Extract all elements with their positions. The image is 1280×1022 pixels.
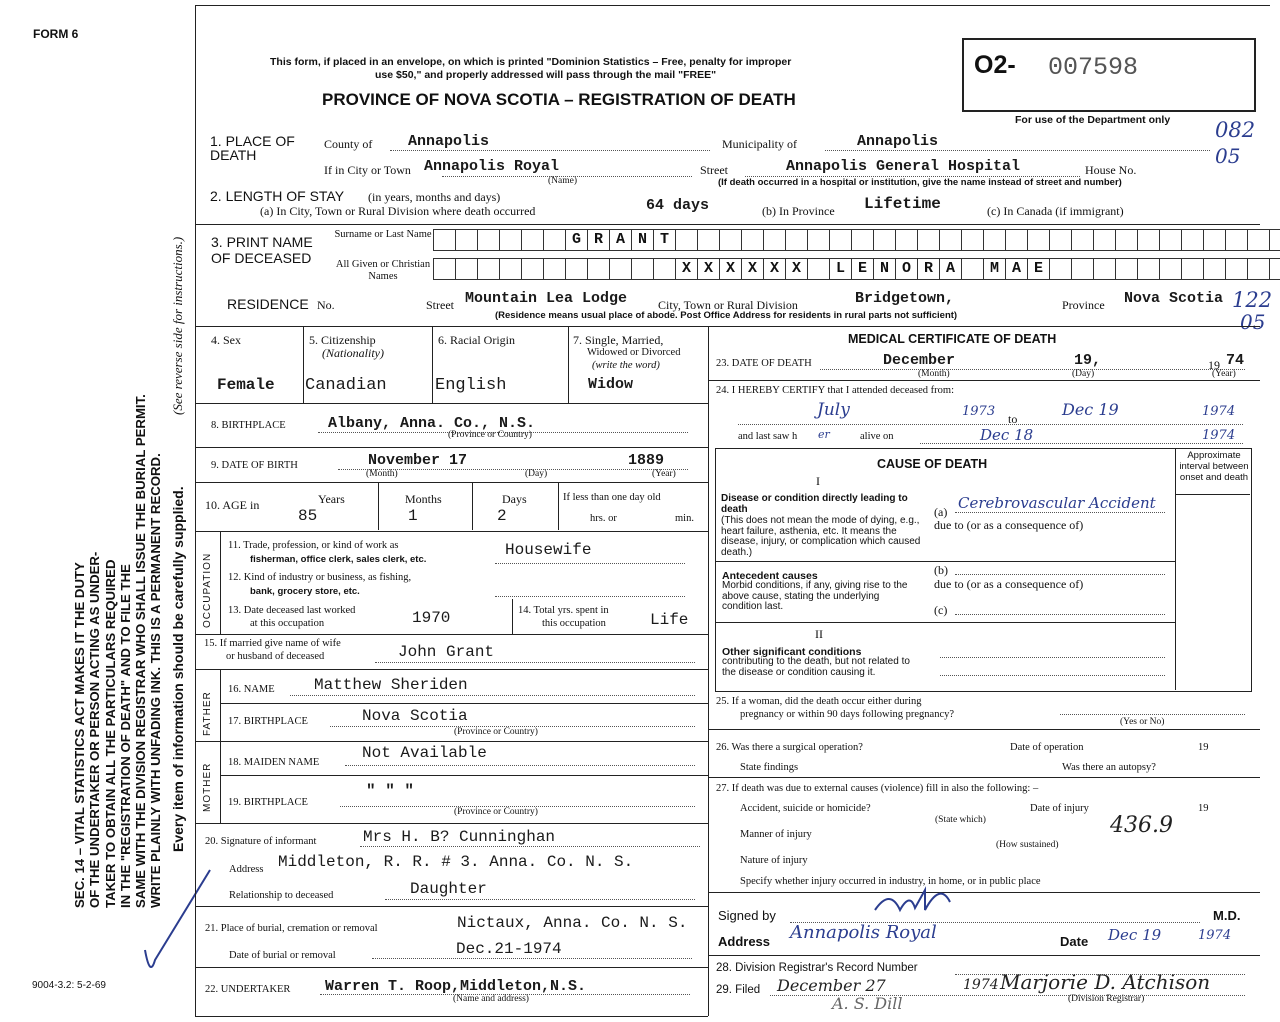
last-saw-year: 1974	[1202, 428, 1236, 443]
letter-cell	[1204, 229, 1226, 251]
dept-code-3: 122	[1232, 288, 1273, 312]
father-side-label: FATHER	[202, 691, 213, 736]
name-caption: (Name)	[548, 176, 578, 186]
stay-city-label: (a) In City, Town or Rural Division where death occurred	[260, 204, 536, 218]
medical-title: MEDICAL CERTIFICATE OF DEATH	[848, 332, 1057, 346]
letter-cell	[433, 258, 456, 280]
letter-cell	[1248, 229, 1270, 251]
attended-from-month: July	[817, 400, 850, 420]
sec14-line: TAKER TO OBTAIN ALL THE PARTICULARS REQUIRED	[102, 559, 118, 908]
letter-cell: X	[676, 258, 698, 280]
length-of-stay-label: 2. LENGTH OF STAY	[210, 188, 345, 204]
letter-cell	[1072, 258, 1094, 280]
letter-cell	[808, 229, 830, 251]
mother-side-label: MOTHER	[202, 762, 213, 812]
date-of-death-label: 23. DATE OF DEATH	[716, 358, 812, 369]
last-saw-label: and last saw h	[738, 431, 798, 442]
mail-notice-1: This form, if placed in an envelope, on which is printed "Dominion Statistics – Free, penalty for improper	[270, 56, 792, 68]
age-less-day-label: If less than one day old	[563, 492, 661, 503]
burial-place-label: 21. Place of burial, cremation or removal	[205, 923, 378, 934]
dept-code-1: 082	[1215, 118, 1256, 142]
registration-number-box	[962, 38, 1256, 112]
letter-cell	[566, 258, 588, 280]
letter-cell: M	[984, 258, 1006, 280]
antecedent-label: Antecedent causes	[722, 570, 818, 582]
dob-month-day: November 17	[368, 452, 468, 469]
hospital-note: (If death occurred in a hospital or institution, give the name instead of street and number)	[718, 177, 1122, 188]
external-causes-label: 27. If death was due to external causes (violence) fill in also the following: –	[716, 783, 1039, 794]
spouse-label-1: 15. If married give name of wife	[204, 638, 341, 649]
maiden-name-label: 18. MAIDEN NAME	[228, 757, 320, 768]
registrar-caption: (Division Registrar)	[1068, 994, 1145, 1004]
injury-year-prefix: 19	[1198, 803, 1209, 814]
approx-interval-label: Approximate interval between onset and death	[1179, 450, 1249, 483]
letter-cell	[940, 229, 962, 251]
letter-cell	[808, 258, 830, 280]
total-years-label-1: 14. Total yrs. spent in	[518, 605, 609, 616]
letter-cell	[1160, 229, 1182, 251]
mother-birthplace-caption: (Province or Country)	[454, 807, 538, 817]
section-1-label: I	[816, 474, 820, 488]
father-name-value: Matthew Sheriden	[314, 676, 468, 694]
letter-cell	[456, 229, 478, 251]
letter-cell	[1006, 229, 1028, 251]
operation-date-label: Date of operation	[1010, 742, 1084, 753]
dob-month-caption: (Month)	[366, 469, 398, 479]
specify-label: Specify whether injury occurred in industry, in home, or in public place	[740, 876, 1041, 887]
section-2-label: II	[815, 627, 823, 641]
sex-value: Female	[217, 376, 275, 394]
dept-only-label: For use of the Department only	[1015, 114, 1171, 126]
stay-canada-label: (c) In Canada (if immigrant)	[987, 204, 1124, 218]
filed-date: December 27	[777, 976, 886, 995]
how-sustained-caption: (How sustained)	[996, 840, 1059, 850]
given-names-label: All Given or Christian Names	[335, 259, 431, 282]
dob-year-caption: (Year)	[652, 469, 676, 479]
citizenship-value: Canadian	[305, 376, 387, 395]
letter-cell	[1116, 258, 1138, 280]
signed-by-label: Signed by	[718, 908, 776, 923]
form-number: FORM 6	[33, 27, 79, 41]
autopsy-label: Was there an autopsy?	[1062, 762, 1156, 773]
letter-cell: E	[1028, 258, 1050, 280]
spouse-value: John Grant	[398, 643, 495, 661]
mother-birthplace-label: 19. BIRTHPLACE	[228, 797, 308, 808]
letter-cell	[522, 258, 544, 280]
undertaker-label: 22. UNDERTAKER	[205, 984, 291, 995]
letter-cell	[1182, 258, 1204, 280]
letter-cell	[588, 258, 610, 280]
house-label: House No.	[1085, 163, 1137, 177]
letter-cell	[632, 258, 654, 280]
given-names-grid	[433, 258, 1280, 280]
residence-city-value: Bridgetown,	[855, 290, 955, 307]
spouse-label-2: or husband of deceased	[226, 651, 325, 662]
manner-label: Manner of injury	[740, 829, 812, 840]
letter-cell	[676, 229, 698, 251]
letter-cell: X	[764, 258, 786, 280]
last-saw-date: Dec 18	[980, 426, 1034, 444]
md-label: M.D.	[1213, 908, 1241, 923]
attended-to-date: Dec 19	[1062, 400, 1119, 419]
letter-cell	[962, 229, 984, 251]
letter-cell: X	[720, 258, 742, 280]
min-label: min.	[675, 513, 694, 524]
dob-label: 9. DATE OF BIRTH	[211, 460, 298, 471]
residence-city-label: City, Town or Rural Division	[658, 298, 798, 312]
informant-address-label: Address	[229, 864, 264, 875]
letter-cell	[786, 229, 808, 251]
stay-province-value: Lifetime	[864, 195, 941, 213]
marital-value: Widow	[588, 376, 634, 393]
dod-year-prefix: 19	[1208, 358, 1220, 372]
letter-cell: R	[588, 229, 610, 251]
father-birthplace-caption: (Province or Country)	[454, 727, 538, 737]
burial-place-value: Nictaux, Anna. Co. N. S.	[457, 914, 688, 932]
letter-cell	[720, 229, 742, 251]
letter-cell	[456, 258, 478, 280]
direct-cause-label: Disease or condition directly leading to death	[721, 493, 908, 515]
letter-cell	[962, 258, 984, 280]
dod-day: 19,	[1074, 352, 1102, 369]
dod-month: December	[883, 352, 956, 369]
sec14-line: IN THE "REGISTRATION OF DEATH" AND TO FILE THE	[117, 564, 133, 908]
letter-cell	[1028, 229, 1050, 251]
record-number-label: 28. Division Registrar's Record Number	[716, 962, 918, 974]
letter-cell	[918, 229, 940, 251]
county-label: County of	[324, 137, 373, 151]
letter-cell	[522, 229, 544, 251]
every-item-notice: Every item of information should be carefully supplied.	[170, 486, 186, 852]
operation-year-prefix: 19	[1198, 742, 1209, 753]
letter-cell: N	[874, 258, 896, 280]
street-label: Street	[700, 163, 728, 177]
trade-label-2: fisherman, office clerk, sales clerk, etc.	[250, 554, 427, 565]
cause-c-label: (c)	[934, 603, 948, 617]
letter-cell	[1226, 258, 1248, 280]
surname-grid	[433, 229, 1280, 251]
age-years-label: Years	[318, 492, 345, 506]
birthplace-caption: (Province or Country)	[448, 430, 532, 440]
racial-value: English	[435, 376, 507, 395]
citizenship-sub: (Nationality)	[322, 346, 384, 360]
reg-prefix: O2-	[974, 51, 1016, 79]
place-of-death-label: 1. PLACE OF DEATH	[210, 133, 295, 163]
letter-cell	[1138, 229, 1160, 251]
letter-cell	[984, 229, 1006, 251]
letter-cell	[852, 229, 874, 251]
attended-from-year: 1973	[962, 404, 996, 419]
print-name-label: 3. PRINT NAME OF DECEASED	[211, 234, 313, 266]
letter-cell	[610, 258, 632, 280]
father-birthplace-value: Nova Scotia	[362, 707, 468, 725]
letter-cell: X	[742, 258, 764, 280]
signed-year: 1974	[1198, 928, 1232, 943]
letter-cell: X	[698, 258, 720, 280]
sex-label: 4. Sex	[211, 333, 241, 347]
industry-label-1: 12. Kind of industry or business, as fishing,	[228, 572, 412, 583]
dept-code-2: 05	[1215, 144, 1241, 168]
letter-cell	[1138, 258, 1160, 280]
stay-province-label: (b) In Province	[762, 204, 835, 218]
letter-cell: E	[852, 258, 874, 280]
birthplace-value: Albany, Anna. Co., N.S.	[328, 415, 536, 432]
residence-no-label: No.	[317, 298, 335, 312]
industry-label-2: bank, grocery store, etc.	[250, 586, 360, 597]
letter-cell: O	[896, 258, 918, 280]
municipality-label: Municipality of	[722, 137, 797, 151]
letter-cell	[1182, 229, 1204, 251]
certify-label: 24. I HEREBY CERTIFY that I attended deceased from:	[716, 385, 954, 396]
letter-cell	[830, 229, 852, 251]
manner-code: 436.9	[1110, 813, 1173, 838]
letter-cell	[1094, 229, 1116, 251]
direct-cause-desc: (This does not mean the mode of dying, e.g., heart failure, asthenia, etc. It means the disease, injury, or complication which caused death.)	[721, 515, 921, 558]
sec14-line: SAME WITH THE DIVISION REGISTRAR WHO SHALL ISSUE THE BURIAL PERMIT.	[133, 394, 149, 908]
letter-cell: R	[918, 258, 940, 280]
nature-label: Nature of injury	[740, 855, 808, 866]
citizenship-label: 5. Citizenship	[309, 333, 376, 347]
reg-number: 007598	[1048, 53, 1139, 82]
city-value: Annapolis Royal	[424, 158, 560, 175]
birthplace-label: 8. BIRTHPLACE	[211, 420, 286, 431]
last-saw-pronoun: er	[818, 428, 830, 441]
letter-cell	[1270, 229, 1280, 251]
municipality-value: Annapolis	[857, 133, 939, 150]
father-name-label: 16. NAME	[228, 684, 275, 695]
see-reverse-notice: (See reverse side for instructions.)	[170, 236, 185, 415]
letter-cell	[1050, 229, 1072, 251]
letter-cell	[1204, 258, 1226, 280]
yes-no-caption: (Yes or No)	[1120, 717, 1165, 727]
informant-name: Mrs H. B? Cunninghan	[363, 828, 556, 846]
dod-month-caption: (Month)	[918, 369, 950, 379]
age-years-value: 85	[298, 507, 318, 525]
physician-address-label: Address	[718, 934, 771, 949]
accident-label: Accident, suicide or homicide?	[740, 803, 871, 814]
surname-label: Surname or Last Name	[334, 229, 432, 240]
trade-label-1: 11. Trade, profession, or kind of work as	[228, 540, 399, 551]
letter-cell	[500, 229, 522, 251]
occupation-side-label: OCCUPATION	[202, 552, 213, 628]
due-to-label-1: due to (or as a consequence of)	[934, 518, 1084, 532]
pregnancy-label-1: 25. If a woman, did the death occur either during	[716, 696, 922, 707]
attended-to-year: 1974	[1202, 404, 1236, 419]
age-months-label: Months	[405, 492, 442, 506]
alive-on-label: alive on	[860, 431, 894, 442]
marital-label-1: 7. Single, Married,	[573, 333, 664, 347]
dod-year-caption: (Year)	[1212, 369, 1236, 379]
physician-address: Annapolis Royal	[790, 922, 937, 943]
marital-label-3: (write the word)	[592, 360, 660, 371]
sec14-notice	[72, 394, 164, 908]
relationship-value: Daughter	[410, 880, 487, 898]
letter-cell	[478, 258, 500, 280]
undertaker-caption: (Name and address)	[453, 994, 529, 1004]
letter-cell	[1094, 258, 1116, 280]
letter-cell: A	[610, 229, 632, 251]
last-worked-label-2: at this occupation	[250, 618, 325, 629]
registrar-initials: A. S. Dill	[832, 994, 903, 1013]
letter-cell	[1116, 229, 1138, 251]
county-value: Annapolis	[408, 133, 490, 150]
injury-date-label: Date of injury	[1030, 803, 1089, 814]
dod-day-caption: (Day)	[1072, 369, 1095, 379]
filed-year: 1974	[963, 977, 999, 993]
sec14-line: SEC. 14 – VITAL STATISTICS ACT MAKES IT THE DUTY	[72, 562, 87, 908]
residence-street-label: Street	[426, 298, 454, 312]
letter-cell	[478, 229, 500, 251]
surgical-label: 26. Was there a surgical operation?	[716, 742, 863, 753]
trade-value: Housewife	[505, 541, 592, 559]
letter-cell: A	[940, 258, 962, 280]
city-label: If in City or Town	[324, 163, 411, 177]
age-label: 10. AGE in	[205, 498, 260, 512]
other-conditions-label: Other significant conditions	[722, 646, 862, 658]
letter-cell: N	[632, 229, 654, 251]
state-which-caption: (State which)	[935, 815, 986, 825]
other-conditions-desc: contributing to the death, but not related to the disease or condition causing it.	[722, 656, 910, 678]
cause-a-label: (a)	[934, 505, 948, 519]
letter-cell: T	[654, 229, 676, 251]
signed-date: Dec 19	[1108, 926, 1162, 944]
due-to-label-2: due to (or as a consequence of)	[934, 577, 1084, 591]
pen-stroke-mark	[95, 850, 235, 990]
dept-code-4: 05	[1240, 310, 1266, 334]
sec14-line: WRITE PLAINLY WITH UNFADING INK. THIS IS A PERMANENT RECORD.	[148, 453, 164, 908]
letter-cell	[698, 229, 720, 251]
letter-cell	[500, 258, 522, 280]
total-years-label-2: this occupation	[542, 618, 606, 629]
letter-cell	[654, 258, 676, 280]
cause-b-label: (b)	[934, 563, 948, 577]
age-days-label: Days	[502, 492, 527, 506]
street-value: Annapolis General Hospital	[786, 158, 1021, 175]
mother-birthplace-value: " " "	[366, 782, 415, 800]
signed-date-label: Date	[1060, 934, 1089, 949]
letter-cell	[1248, 258, 1270, 280]
letter-cell	[544, 258, 566, 280]
hrs-label: hrs. or	[590, 513, 617, 524]
length-of-stay-sub: (in years, months and days)	[368, 190, 501, 204]
residence-province-label: Province	[1062, 298, 1105, 312]
letter-cell: G	[566, 229, 588, 251]
letter-cell	[1160, 258, 1182, 280]
informant-label: 20. Signature of informant	[205, 836, 317, 847]
racial-label: 6. Racial Origin	[438, 333, 515, 347]
letter-cell	[1072, 229, 1094, 251]
letter-cell	[544, 229, 566, 251]
letter-cell	[1270, 258, 1280, 280]
sec14-line: OF THE UNDERTAKER OR PERSON ACTING AS UNDER-	[87, 551, 103, 908]
letter-cell	[874, 229, 896, 251]
undertaker-value: Warren T. Roop,Middleton,N.S.	[325, 978, 587, 995]
cause-of-death-title: CAUSE OF DEATH	[877, 457, 988, 471]
letter-cell	[742, 229, 764, 251]
stay-city-value: 64 days	[646, 197, 710, 214]
letter-cell: L	[830, 258, 852, 280]
last-worked-label-1: 13. Date deceased last worked	[228, 605, 356, 616]
last-worked-value: 1970	[412, 609, 451, 627]
form-title: PROVINCE OF NOVA SCOTIA – REGISTRATION OF DEATH	[322, 90, 796, 109]
age-months-value: 1	[408, 507, 418, 525]
mail-notice-2: use $50," and properly addressed will pass through the mail "FREE"	[375, 69, 717, 81]
relationship-label: Relationship to deceased	[229, 890, 334, 901]
letter-cell	[1050, 258, 1072, 280]
letter-cell	[1226, 229, 1248, 251]
residence-street-value: Mountain Lea Lodge	[465, 290, 628, 307]
dob-day-caption: (Day)	[525, 469, 548, 479]
burial-date-label: Date of burial or removal	[229, 950, 336, 961]
letter-cell: A	[1006, 258, 1028, 280]
total-years-value: Life	[650, 611, 689, 629]
marital-label-2: Widowed or Divorced	[587, 347, 681, 358]
cause-a-value: Cerebrovascular Accident	[958, 494, 1156, 512]
informant-address: Middleton, R. R. # 3. Anna. Co. N. S.	[278, 853, 634, 871]
residence-province-value: Nova Scotia	[1124, 290, 1224, 307]
antecedent-desc: Morbid conditions, if any, giving rise to the above cause, stating the underlying condition last.	[722, 580, 908, 612]
letter-cell	[433, 229, 456, 251]
form-code: 9004-3.2: 5-2-69	[32, 980, 106, 991]
residence-note: (Residence means usual place of abode. Post Office Address for residents in rural parts not sufficient)	[495, 310, 958, 321]
dob-year: 1889	[628, 452, 665, 469]
dod-year: 74	[1226, 352, 1245, 369]
filed-label: 29. Filed	[716, 984, 761, 996]
letter-cell	[764, 229, 786, 251]
father-birthplace-label: 17. BIRTHPLACE	[228, 716, 308, 727]
age-days-value: 2	[497, 507, 507, 525]
registrar-signature: Marjorie D. Atchison	[1000, 970, 1211, 994]
residence-label: RESIDENCE	[227, 296, 309, 312]
maiden-name-value: Not Available	[362, 744, 487, 762]
pregnancy-label-2: pregnancy or within 90 days following pregnancy?	[740, 709, 955, 720]
letter-cell	[896, 229, 918, 251]
burial-date-value: Dec.21-1974	[456, 940, 562, 958]
to-label: to	[1008, 412, 1018, 426]
state-findings-label: State findings	[740, 762, 799, 773]
letter-cell: X	[786, 258, 808, 280]
